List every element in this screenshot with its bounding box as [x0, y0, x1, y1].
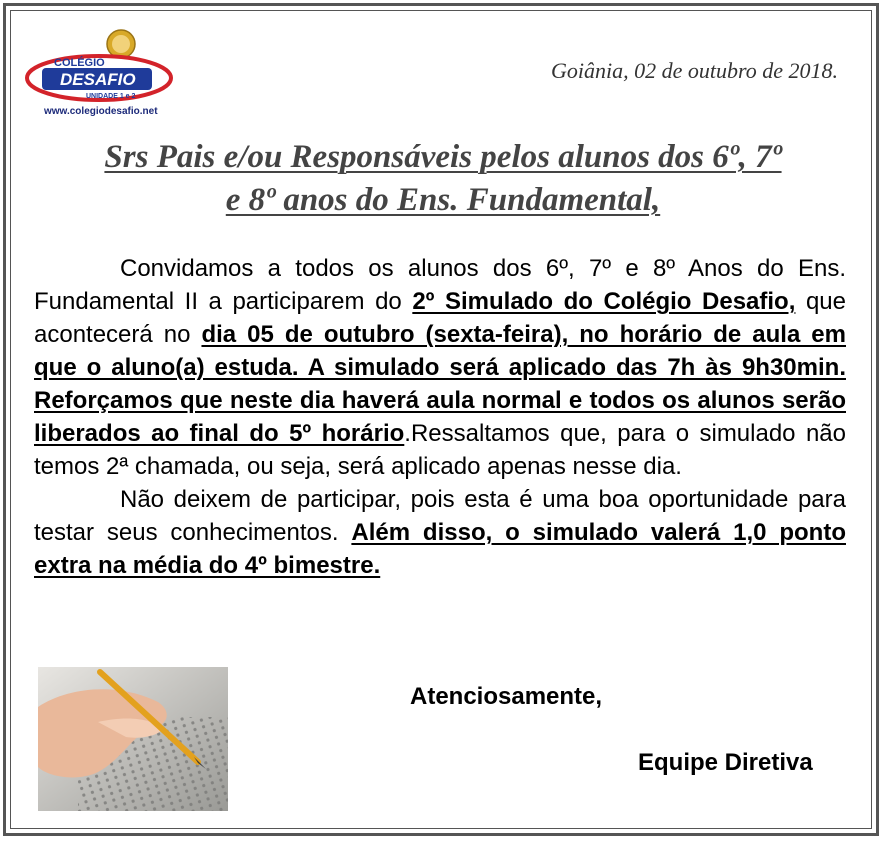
signature-team: Equipe Diretiva	[638, 749, 813, 776]
exam-photo	[38, 667, 228, 811]
p1-text-e: .Ressaltamos que, para o simulado não temos 2ª chamada, ou seja, será aplicado apenas nesse dia.	[34, 420, 847, 480]
paragraph-1	[34, 252, 846, 483]
letter-title-line1: Srs Pais e/ou Responsáveis pelos alunos dos 6º, 7º	[104, 139, 782, 175]
svg-text:DESAFIO: DESAFIO	[60, 70, 136, 89]
svg-text:UNIDADE 1 e 2: UNIDADE 1 e 2	[86, 93, 136, 100]
closing-text: Atenciosamente,	[410, 683, 603, 710]
svg-text:COLÉGIO: COLÉGIO	[54, 57, 105, 69]
p2-text-a: Não deixem de participar, pois esta é uma boa oportunidade para testar seus conhecimentos.	[34, 486, 846, 546]
website-link[interactable]: www.colegiodesafio.net	[44, 106, 158, 117]
p1-text-c: que acontecerá no	[34, 288, 846, 348]
letter-title-line2: e 8º anos do Ens. Fundamental,	[225, 182, 661, 218]
p1-event-details: dia 05 de outubro (sexta-feira), no horário de aula em que o aluno(a) estuda. A simulado será aplicado das 7h às 9h30min. Reforçamos que neste dia haverá aula normal e todos os alunos serão liberados ao final do 5º horário	[34, 321, 846, 447]
letter-date: Goiânia, 02 de outubro de 2018.	[551, 58, 838, 83]
p2-extra-point: Além disso, o simulado valerá 1,0 ponto extra na média do 4º bimestre.	[34, 519, 846, 579]
paragraph-2	[34, 483, 846, 582]
p1-text-a: Convidamos a todos os alunos dos 6º, 7º e 8º Anos do Ens. Fundamental II a participarem do	[34, 255, 846, 315]
p1-event-name: 2º Simulado do Colégio Desafio,	[412, 288, 796, 315]
letter-body	[34, 252, 846, 582]
